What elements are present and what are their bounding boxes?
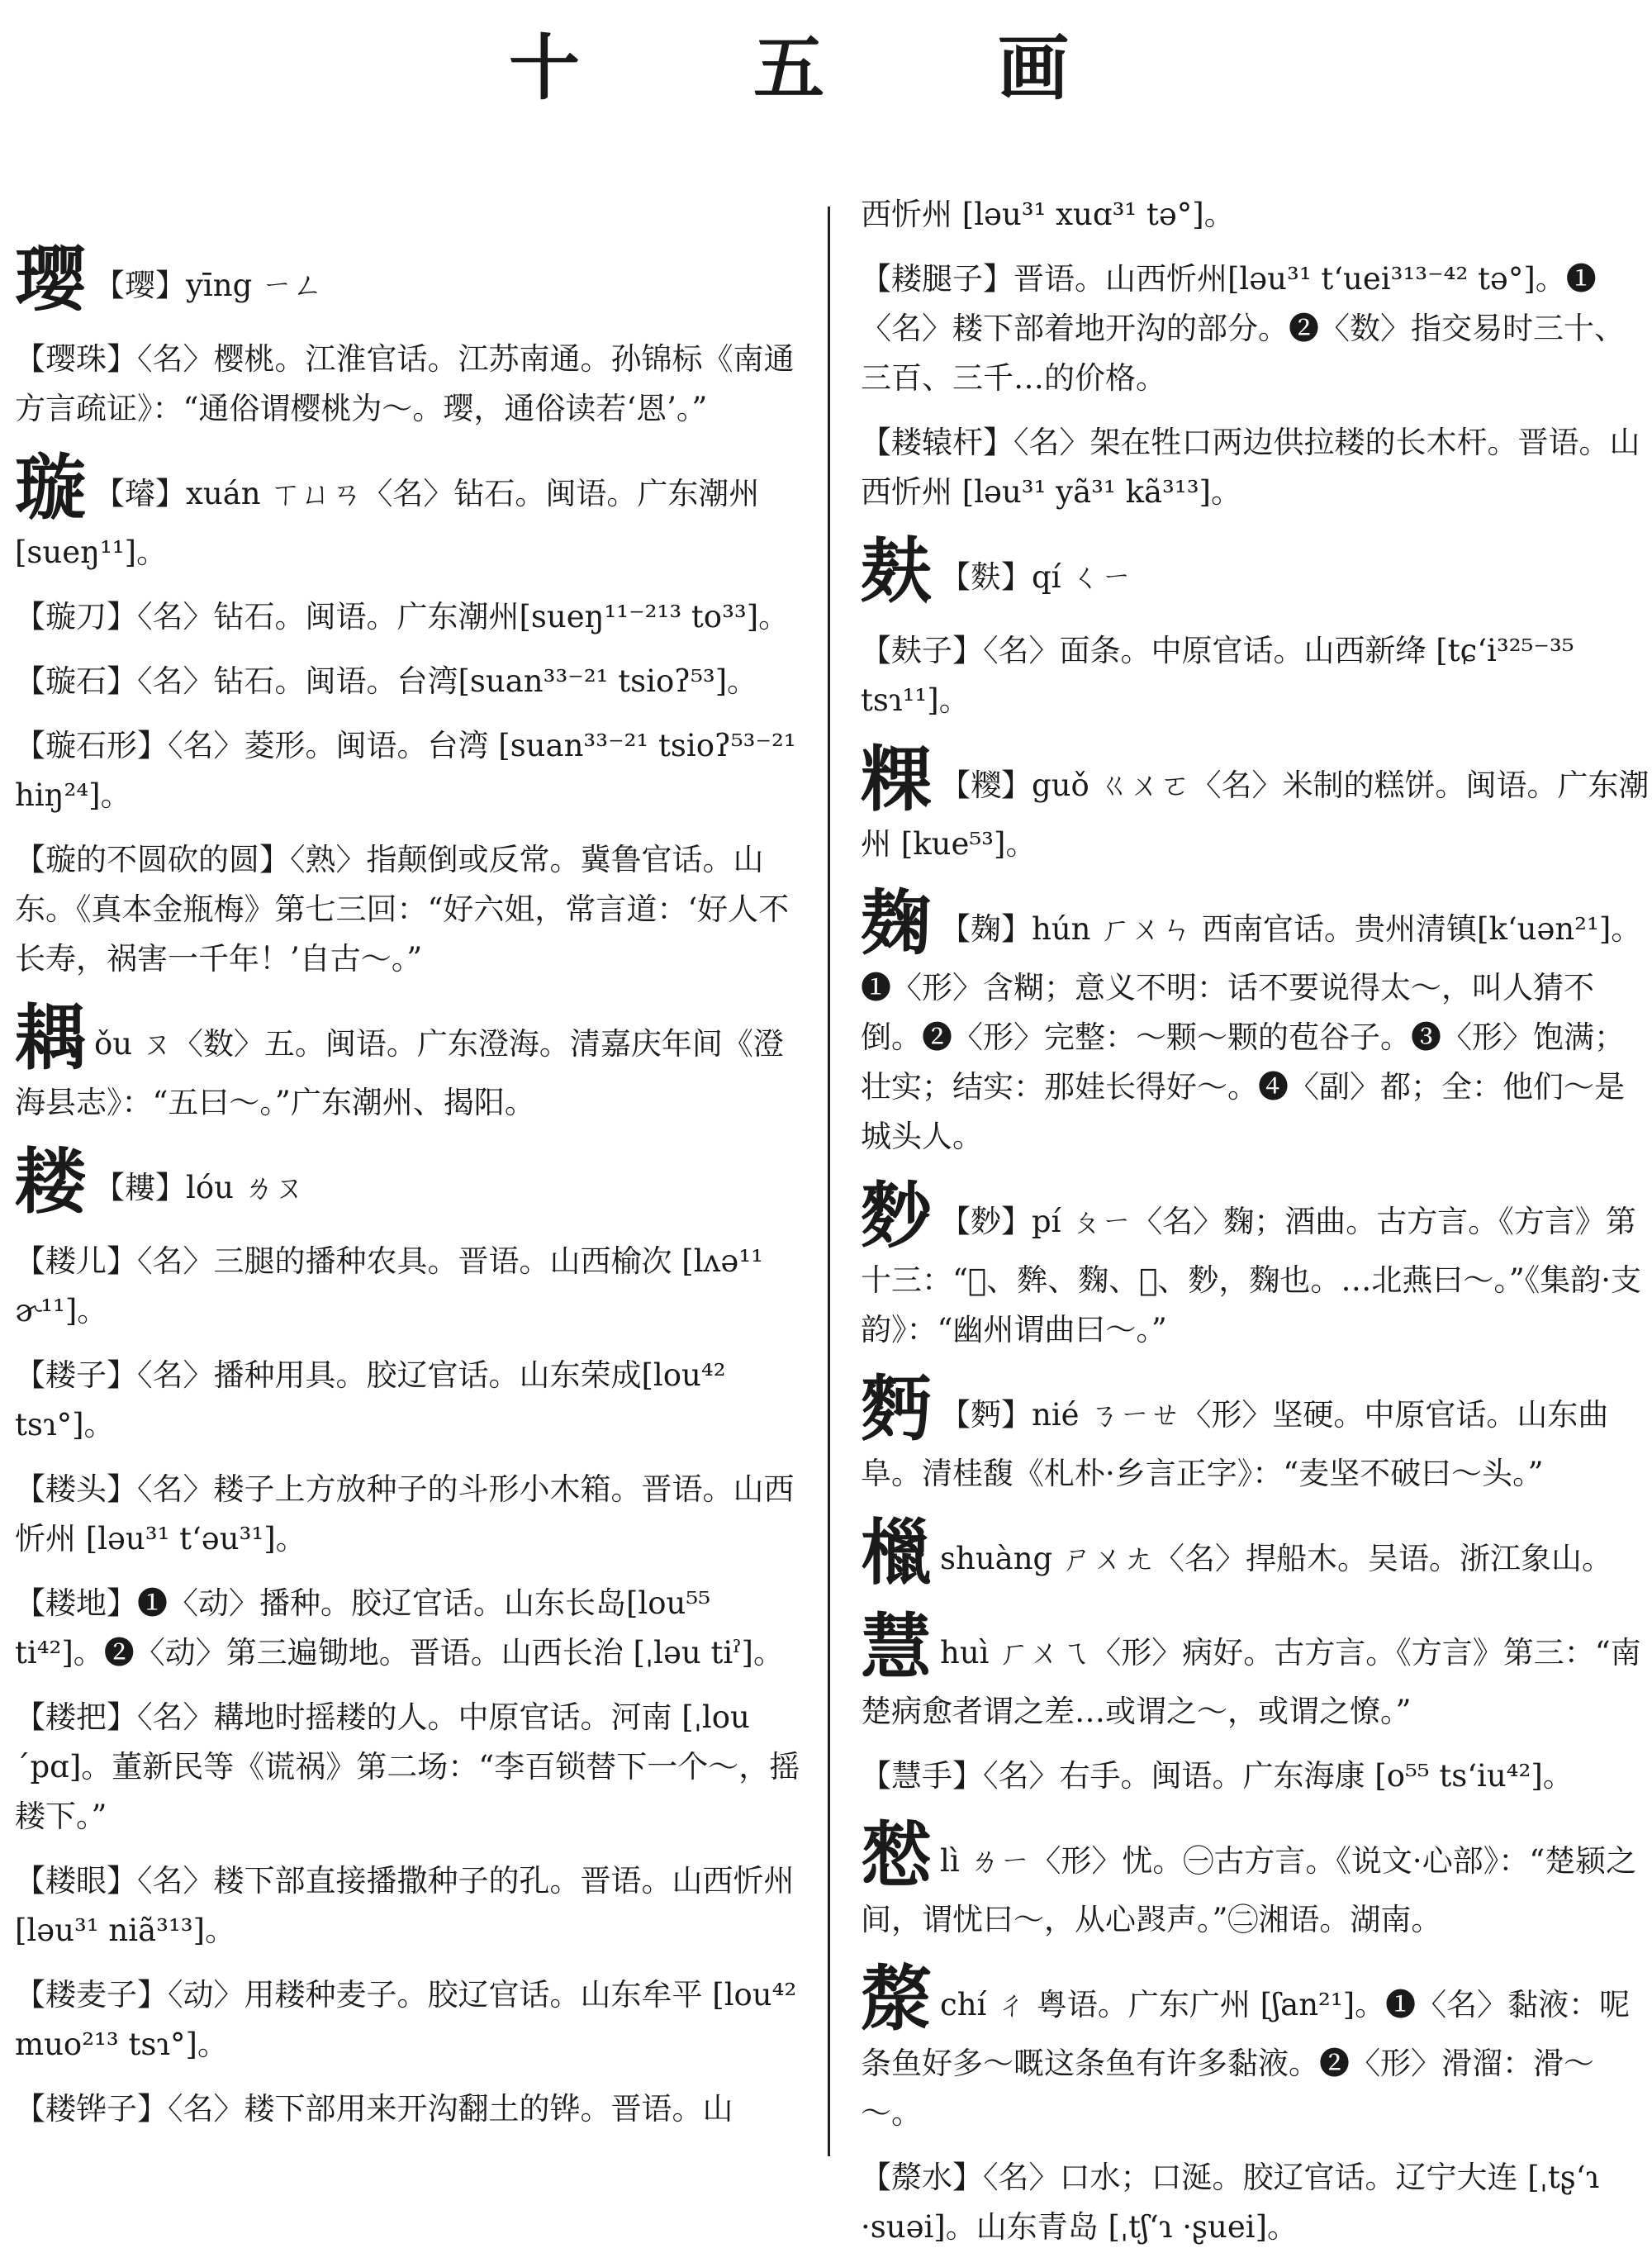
- headword-text: chí ㄔ 粤语。广东广州 [ʃan²¹]。❶〈名〉黏液：呢条鱼好多～嘅这条鱼有许多黏液。❷〈形〉滑溜：滑～～。: [861, 1987, 1631, 2131]
- headword-char: 麪: [861, 1367, 932, 1451]
- sub-entry: 【耧铧子】〈名〉耧下部用来开沟翻土的铧。晋语。山: [15, 2091, 733, 2127]
- headword-entry: [15, 1140, 804, 1224]
- headword-entry: [861, 1176, 1650, 1355]
- sub-entry: 【耧把】〈名〉耩地时摇耧的人。中原官话。河南 [ˌlou ˊpɑ]。董新民等《谎祸》第二场：“李百锁替下一个～，摇耧下。”: [15, 1699, 800, 1834]
- column-divider: [828, 207, 830, 2156]
- sub-entry: 【耧儿】〈名〉三腿的播种农具。晋语。山西榆次 [lʌə¹¹ ɚ¹¹]。: [15, 1243, 763, 1328]
- headword-text: 【麪】nié ㄋㄧㄝ〈形〉坚硬。中原官话。山东曲阜。清桂馥《札朴·乡言正字》：“麦坚不破曰～头。”: [861, 1397, 1609, 1491]
- sub-entry: 【耧腿子】晋语。山西忻州[ləu³¹ tʻuei³¹³⁻⁴² tə°]。❶〈名〉耧下部着地开沟的部分。❷〈数〉指交易时三十、三百、三千…的价格。: [861, 261, 1625, 396]
- headword-entry: [861, 1367, 1650, 1499]
- headword-char: 㯿: [861, 1511, 932, 1595]
- headword-text: 【璿】xuán ㄒㄩㄢ〈名〉钻石。闽语。广东潮州[sueŋ¹¹]。: [15, 476, 760, 570]
- headword-char: 耧: [15, 1140, 86, 1224]
- sub-entry: 【璇石】〈名〉钻石。闽语。台湾[suan³³⁻²¹ tsioʔ⁵³]。: [15, 663, 758, 699]
- headword-char: 璇: [15, 446, 86, 530]
- right-column: [861, 190, 1650, 2267]
- sub-entry: 【耧眼】〈名〉耧下部直接播撒种子的孔。晋语。山西忻州 [ləu³¹ niã³¹³]。: [15, 1863, 795, 1948]
- headword-text: shuàng ㄕㄨㄤ〈名〉捍船木。吴语。浙江象山。: [940, 1541, 1612, 1576]
- sub-entry: 【璇的不圆砍的圆】〈熟〉指颠倒或反常。冀鲁官话。山东。《真本金瓶梅》第七三回：“好六姐，常言道：‘好人不长寿，祸害一千年！’自古～。”: [15, 842, 790, 977]
- headword-entry: [861, 740, 1650, 869]
- headword-text: 【璎】yīng ㄧㄥ: [94, 268, 324, 303]
- headword-entry: [861, 884, 1650, 1162]
- sub-entry: 【耧麦子】〈动〉用耧种麦子。胶辽官话。山东牟平 [lou⁴² muo²¹³ tsɿ°]。: [15, 1977, 797, 2062]
- sub-entry: 【璎珠】〈名〉樱桃。江淮官话。江苏南通。孙锦标《南通方言疏证》：“通俗谓樱桃为～。璎，通俗读若‘恩’。”: [15, 341, 795, 426]
- headword-entry: [861, 1511, 1650, 1595]
- page-title: 十 五 画: [509, 26, 1143, 110]
- sub-entry: 【璇刀】〈名〉钻石。闽语。广东潮州[sueŋ¹¹⁻²¹³ to³³]。: [15, 599, 790, 634]
- headword-text: 【麨】pí ㄆㄧ〈名〉麴；酒曲。古方言。《方言》第十三：“𪍮、麰、麴、𪌾、麨，麴也。…北燕曰～。”《集韵·支韵》：“幽州谓曲曰～。”: [861, 1204, 1641, 1347]
- headword-char: 粿: [861, 738, 932, 821]
- headword-text: huì ㄏㄨㄟ〈形〉病好。古方言。《方言》第三：“南楚病愈者谓之差…或谓之～，或谓之憭。”: [861, 1635, 1641, 1729]
- headword-entry: [861, 532, 1650, 611]
- sub-entry: 【耧子】〈名〉播种用具。胶辽官话。山东荣成[lou⁴² tsɿ°]。: [15, 1357, 726, 1442]
- sub-entry: 西忻州 [ləu³¹ xuɑ³¹ tə°]。: [861, 197, 1235, 232]
- headword-char: 麹: [861, 882, 932, 965]
- headword-text: 【麩】qí ㄑㄧ: [940, 559, 1132, 595]
- headword-entry: [15, 240, 804, 320]
- headword-entry: [15, 446, 804, 577]
- headword-char: 麸: [861, 530, 932, 613]
- sub-entry: 【璇石形】〈名〉菱形。闽语。台湾 [suan³³⁻²¹ tsioʔ⁵³⁻²¹ hiŋ²⁴]。: [15, 728, 796, 813]
- sub-entry: 【漦水】〈名〉口水；口涎。胶辽官话。辽宁大连 [ˌtʂʻɿ ·suəi]。山东青岛 [ˌtʃʻɿ ·ʂuei]。: [861, 2160, 1600, 2245]
- headword-char: 憖: [861, 1813, 932, 1897]
- headword-text: lì ㄌㄧ〈形〉忧。㊀古方言。《说文·心部》：“楚颍之间，谓忧曰～，从心𤕦声。”㊁湘语。湖南。: [861, 1843, 1637, 1937]
- sub-entry: 【耧辕杆】〈名〉架在牲口两边供拉耧的长木杆。晋语。山西忻州 [ləu³¹ yã³¹ kã³¹³]。: [861, 425, 1640, 510]
- headword-text: ǒu ㄡ〈数〉五。闽语。广东澄海。清嘉庆年间《澄海县志》：“五曰～。”广东潮州、揭阳。: [15, 1026, 784, 1120]
- headword-char: 麨: [861, 1174, 932, 1257]
- headword-text: 【麹】hún ㄏㄨㄣ 西南官话。贵州清镇[kʻuən²¹]。❶〈形〉含糊；意义不明：话不要说得太～，叫人猜不倒。❷〈形〉完整：～颗～颗的苞谷子。❸〈形〉饱满；壮实；结实：那娃长得好～。❹〈副〉都；全：他们～是城头人。: [861, 911, 1642, 1154]
- left-column: [15, 227, 804, 2149]
- sub-entry: 【麸子】〈名〉面条。中原官话。山西新绛 [tɕʻi³²⁵⁻³⁵ tsɿ¹¹]。: [861, 633, 1574, 718]
- sub-entry: 【耧地】❶〈动〉播种。胶辽官话。山东长岛[lou⁵⁵ ti⁴²]。❷〈动〉第三遍锄地。晋语。山西长治 [ˌləu tiˀ]。: [15, 1585, 784, 1671]
- sub-entry: 【耧头】〈名〉耧子上方放种子的斗形小木箱。晋语。山西忻州 [ləu³¹ tʻəu³¹]。: [15, 1471, 795, 1556]
- sub-entry: 【慧手】〈名〉右手。闽语。广东海康 [o⁵⁵ tsʻiu⁴²]。: [861, 1758, 1574, 1794]
- headword-char: 慧: [861, 1605, 932, 1689]
- headword-entry: [15, 996, 804, 1128]
- headword-entry: [861, 1605, 1650, 1737]
- headword-char: 耦: [15, 996, 86, 1080]
- headword-entry: [861, 1957, 1650, 2138]
- headword-entry: [861, 1813, 1650, 1945]
- headword-char: 璎: [15, 238, 86, 321]
- headword-char: 漦: [861, 1957, 932, 2041]
- headword-text: 【糭】guǒ ㄍㄨㄛ〈名〉米制的糕饼。闽语。广东潮州 [kue⁵³]。: [861, 768, 1650, 862]
- headword-text: 【耬】lóu ㄌㄡ: [94, 1170, 305, 1205]
